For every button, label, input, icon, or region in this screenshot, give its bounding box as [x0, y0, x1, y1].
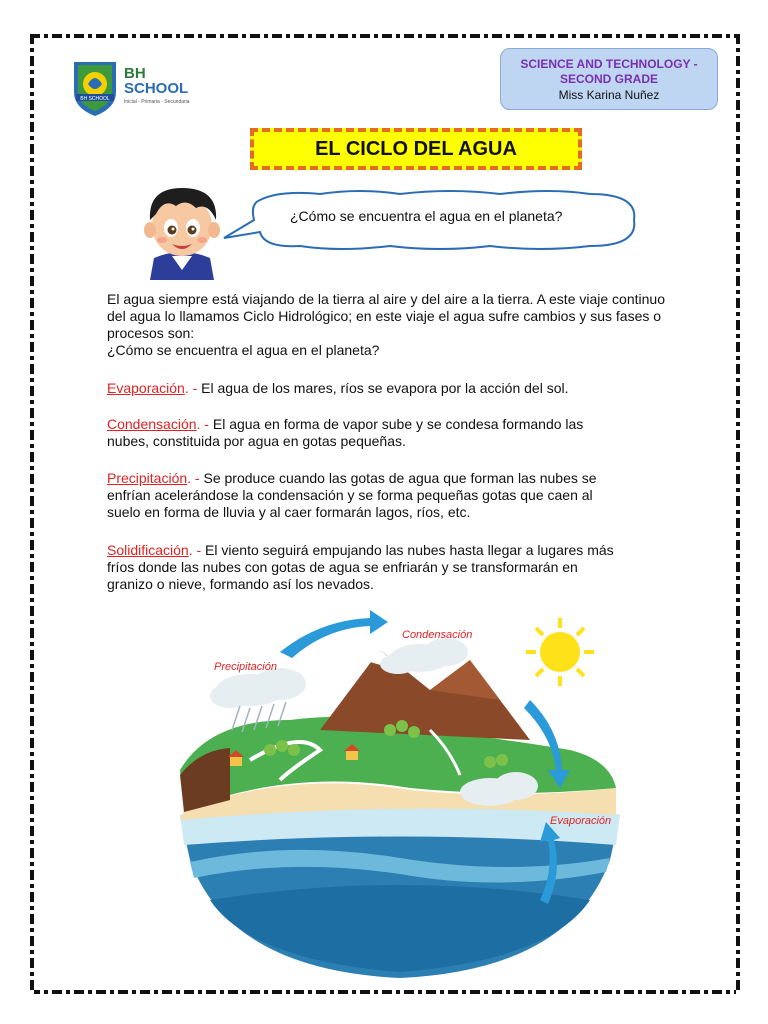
logo-name-school: SCHOOL — [124, 80, 189, 97]
logo-name-bh: BH — [124, 65, 146, 82]
page-border-top — [30, 34, 740, 38]
course-subject: SCIENCE AND TECHNOLOGY - — [520, 57, 698, 71]
process-separator: . - — [184, 380, 198, 396]
process-text: granizo o nieve, formando así los nevados. — [107, 576, 374, 592]
process-text: enfrían acelerándose la condensación y se forma pequeñas gotas que caen al — [107, 487, 593, 503]
course-header — [500, 48, 718, 110]
process-term: Precipitación — [107, 470, 188, 486]
water-cycle-illustration — [170, 600, 630, 980]
process-separator: . - — [188, 542, 202, 558]
logo-wordmark — [124, 66, 188, 96]
process-separator: . - — [196, 416, 209, 432]
label-precipitacion: Precipitación — [214, 661, 277, 673]
process-text: El agua en forma de vapor sube y se condesa formando las — [208, 416, 584, 432]
cloud-icon — [380, 638, 468, 674]
bubble-question: ¿Cómo se encuentra el agua en el planeta? — [290, 208, 563, 224]
page-border-bottom — [30, 990, 740, 994]
process-term: Condensación — [107, 416, 197, 432]
boy-character-illustration — [136, 180, 228, 280]
process-text: fríos donde las nubes con gotas de agua se enfriarán y se transformarán en — [107, 559, 578, 575]
process-separator: . - — [187, 470, 200, 486]
page-title-box — [250, 128, 582, 170]
intro-line: del agua lo llamamos Ciclo Hidrológico; en este viaje el agua sufre cambios y sus fases o — [107, 308, 662, 324]
intro-line: El agua siempre está viajando de la tierra al aire y del aire a la tierra. A este viaje continuo — [107, 291, 665, 307]
process-precipitacion — [107, 470, 717, 521]
process-text: El viento seguirá empujando las nubes hasta llegar a lugares más — [201, 542, 614, 558]
sun-icon — [526, 618, 594, 686]
teacher-name: Miss Karina Nuñez — [558, 88, 660, 102]
intro-question: ¿Cómo se encuentra el agua en el planeta? — [107, 342, 380, 358]
arrow-icon — [280, 610, 388, 658]
process-text: nubes, constituida por agua en gotas pequeñas. — [107, 433, 406, 449]
course-grade: SECOND GRADE — [559, 72, 658, 86]
process-evaporacion — [107, 380, 717, 397]
process-condensacion — [107, 416, 717, 450]
process-text: suelo en forma de lluvia y al caer formarán lagos, ríos, etc. — [107, 504, 471, 520]
page-border-left — [30, 34, 34, 994]
process-solidificacion — [107, 542, 717, 593]
logo-badge-text: BH SCHOOL — [80, 96, 110, 102]
logo-tagline: Inicial · Primaria · Secundaria — [124, 99, 190, 105]
shield-icon — [74, 62, 116, 116]
intro-paragraph — [107, 291, 717, 359]
page-border-right — [736, 34, 740, 994]
intro-line: procesos son: — [107, 325, 195, 341]
label-evaporacion: Evaporación — [550, 815, 612, 827]
page-title: EL CICLO DEL AGUA — [315, 137, 517, 160]
process-term: Solidificación — [107, 542, 189, 558]
cloud-icon — [210, 668, 306, 708]
label-condensacion: Condensación — [402, 629, 473, 641]
process-text: El agua de los mares, ríos se evapora por la acción del sol. — [197, 380, 569, 396]
process-term: Evaporación — [107, 380, 185, 396]
process-text: Se produce cuando las gotas de agua que forman las nubes se — [199, 470, 597, 486]
